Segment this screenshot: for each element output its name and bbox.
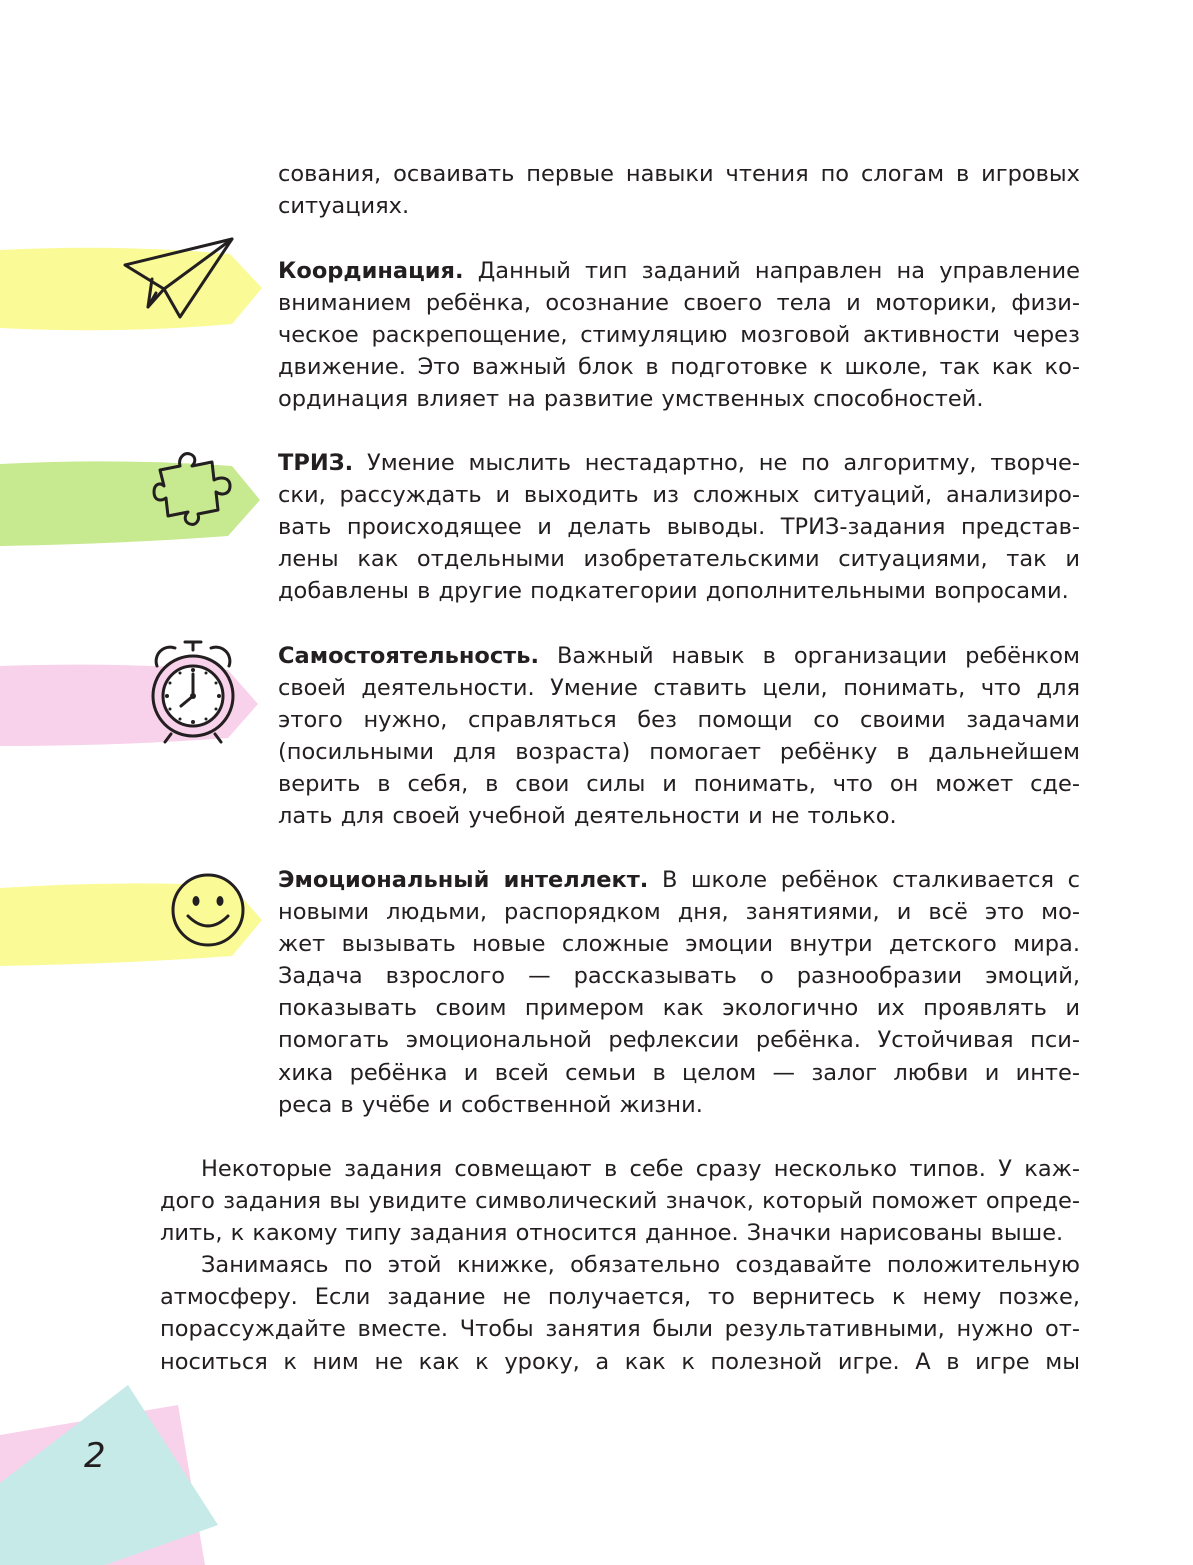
section-line: показывать своим примером как экологично их проявлять и (278, 995, 1080, 1022)
section-line: реса в учёбе и собственной жизни. (278, 1091, 703, 1118)
section-line: движение. Это важный блок в подготовке к школе, так как ко- (278, 354, 1080, 381)
puzzle-icon (150, 448, 250, 528)
section-line: Данный тип заданий направлен на управление (477, 258, 1080, 284)
section-line: Умение мыслить нестадартно, не по алгоритму, творче- (367, 450, 1081, 476)
closing-line: атмосферу. Если задание не получается, то вернитесь к нему позже, (160, 1284, 1080, 1311)
section-emotional-intelligence (278, 864, 1080, 1121)
closing-line: Занимаясь по этой книжке, обязательно создавайте положительную (201, 1252, 1080, 1279)
closing-line: дого задания вы увидите символический значок, который поможет опреде- (160, 1188, 1080, 1215)
closing-line: лить, к какому типу задания относится данное. Значки нарисованы выше. (160, 1220, 1064, 1247)
smiley-icon (168, 870, 248, 950)
section-line: лать для своей учебной деятельности и не только. (278, 803, 897, 830)
section-coordination (278, 255, 1080, 415)
section-line: помогать эмоциональной рефлексии ребёнка. Устойчивая пси- (278, 1027, 1080, 1054)
section-line: своей деятельности. Умение ставить цели, понимать, что для (278, 675, 1080, 702)
intro-line: ситуациях. (278, 193, 410, 220)
closing-line: Некоторые задания совмещают в себе сразу несколько типов. У каж- (201, 1156, 1080, 1182)
corner-paper-decoration (0, 1365, 230, 1565)
closing-line: порассуждайте вместе. Чтобы занятия были результативными, нужно от- (160, 1316, 1080, 1343)
section-line: В школе ребёнок сталкивается с (661, 867, 1080, 893)
section-line: Важный навык в организации ребёнком (556, 643, 1080, 669)
section-line: хика ребёнка и всей семьи в целом — залог любви и инте- (278, 1059, 1080, 1086)
section-line: (посильными для возраста) помогает ребёнку в дальнейшем (278, 739, 1080, 766)
section-line: Задача взрослого — рассказывать о разнообразии эмоций, (278, 963, 1080, 990)
section-line: этого нужно, справляться без помощи со своими задачами (278, 707, 1080, 734)
section-title: ТРИЗ. (278, 450, 354, 476)
section-line: ческое раскрепощение, стимуляцию мозговой активности через (278, 322, 1080, 349)
section-line: вать происходящее и делать выводы. ТРИЗ-задания представ- (278, 514, 1080, 541)
alarm-clock-icon (145, 636, 241, 746)
section-title: Самостоятельность. (278, 643, 539, 669)
section-title: Эмоциональный интеллект. (278, 867, 649, 893)
section-independence (278, 640, 1080, 833)
section-line: добавлены в другие подкатегории дополнительными вопросами. (278, 578, 1069, 605)
section-line: жет вызывать новые сложные эмоции внутри детского мира. (278, 931, 1080, 958)
intro-paragraph (278, 158, 1080, 222)
intro-line: сования, осваивать первые навыки чтения по слогам в игровых (278, 161, 1080, 187)
section-line: ординация влияет на развитие умственных способностей. (278, 386, 984, 413)
section-title: Координация. (278, 258, 464, 284)
closing-paragraphs (160, 1153, 1080, 1378)
section-line: новыми людьми, распорядком дня, занятиями, и всё это мо- (278, 899, 1080, 926)
section-line: лены как отдельными изобретательскими ситуациями, так и (278, 546, 1080, 573)
section-line: вниманием ребёнка, осознание своего тела и моторики, физи- (278, 290, 1080, 317)
closing-line: носиться к ним не как к уроку, а как к полезной игре. А в игре мы (160, 1348, 1080, 1375)
page-number: 2 (84, 1436, 106, 1476)
section-line: ски, рассуждать и выходить из сложных ситуаций, анализиро- (278, 482, 1080, 509)
section-line: верить в себя, в свои силы и понимать, что он может сде- (278, 771, 1080, 798)
section-triz (278, 447, 1080, 607)
paper-plane-icon (120, 235, 240, 325)
